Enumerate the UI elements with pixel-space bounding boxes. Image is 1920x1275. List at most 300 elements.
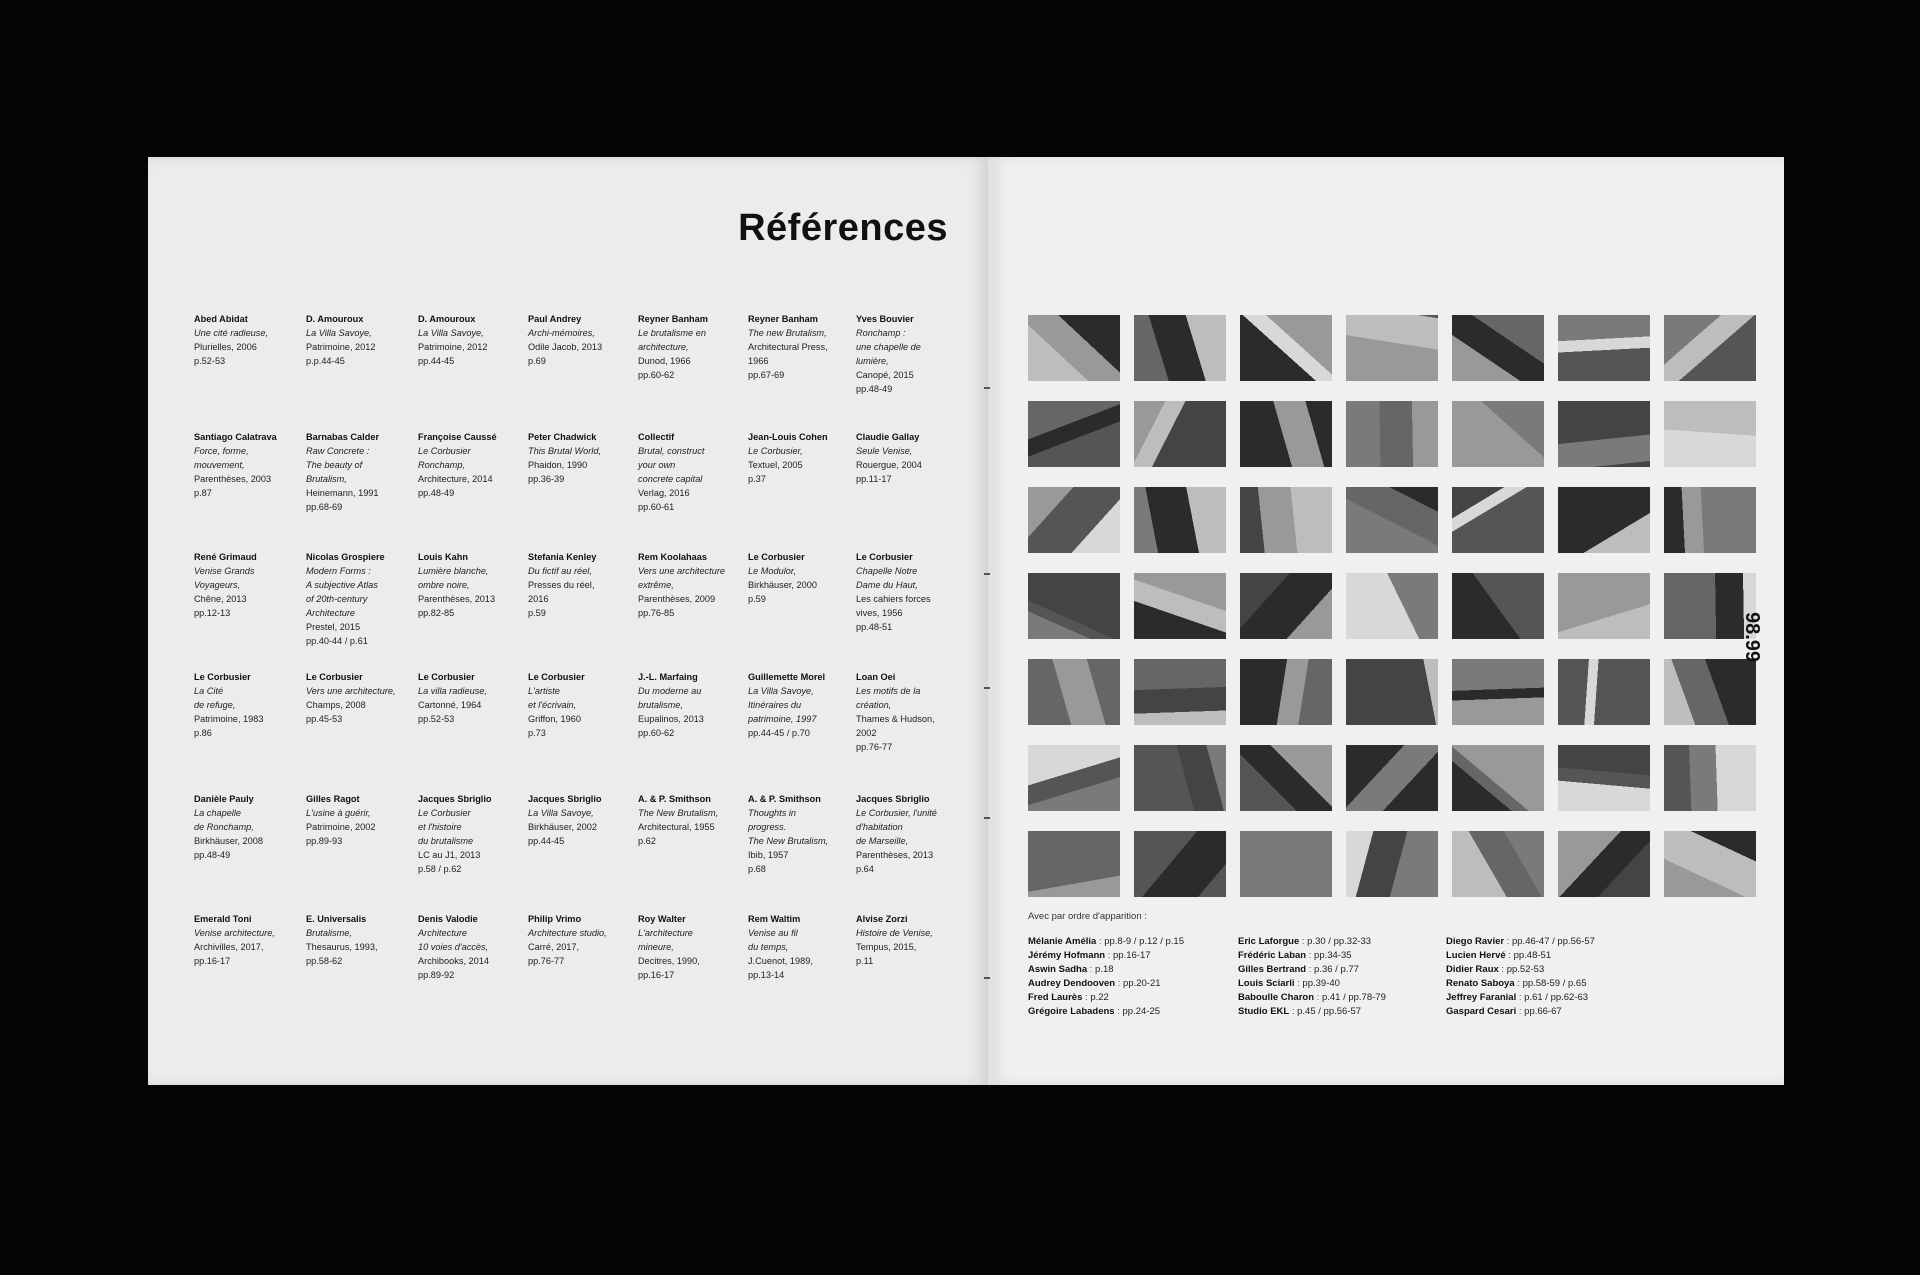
reference-author: Loan Oei	[856, 672, 896, 682]
reference-author: Le Corbusier	[306, 672, 363, 682]
credit-line	[1238, 935, 1478, 949]
architecture-photo	[1558, 831, 1650, 897]
reference-entry	[418, 792, 522, 876]
reference-author: A. & P. Smithson	[638, 794, 711, 804]
reference-author: J.-L. Marfaing	[638, 672, 698, 682]
architecture-photo	[1664, 659, 1756, 725]
reference-entry	[856, 550, 960, 634]
credit-line	[1446, 977, 1686, 991]
reference-publication: Cartonné, 1964 pp.52-53	[418, 700, 482, 724]
credit-pages: pp.16-17	[1113, 950, 1151, 961]
reference-title: Le Corbusier,	[748, 446, 803, 456]
reference-title: La Villa Savoye,	[418, 328, 484, 338]
photographer-name: Studio EKL	[1238, 1006, 1290, 1017]
reference-entry	[856, 912, 960, 968]
reference-publication: LC au J1, 2013 p.58 / p.62	[418, 850, 481, 874]
reference-entry	[306, 670, 410, 726]
reference-publication: Rouergue, 2004 pp.11-17	[856, 460, 922, 484]
right-page	[990, 157, 1784, 1085]
reference-publication: Presses du réel, 2016 p.59	[528, 580, 595, 618]
reference-title: Force, forme, mouvement,	[194, 446, 249, 470]
credit-line	[1446, 1005, 1686, 1019]
reference-publication: Birkhäuser, 2002 pp.44-45	[528, 822, 597, 846]
photographer-name: Mélanie Amélia	[1028, 936, 1097, 947]
architecture-photo	[1240, 659, 1332, 725]
architecture-photo	[1346, 573, 1438, 639]
reference-entry	[748, 312, 852, 382]
reference-publication: Architecture, 2014 pp.48-49	[418, 474, 493, 498]
reference-title: Thoughts in progress. The New Brutalism,	[748, 808, 829, 846]
credits-column	[1238, 935, 1478, 1019]
reference-title: Brutalisme,	[306, 928, 352, 938]
reference-author: Nicolas Grospiere	[306, 552, 385, 562]
reference-entry	[194, 312, 298, 368]
credit-line	[1028, 949, 1268, 963]
architecture-photo	[1346, 659, 1438, 725]
reference-publication: Architectural Press, 1966 pp.67-69	[748, 342, 828, 380]
reference-title: Venise au fil du temps,	[748, 928, 798, 952]
page-title: Références	[738, 207, 948, 249]
reference-title: Raw Concrete : The beauty of Brutalism,	[306, 446, 370, 484]
architecture-photo	[1346, 831, 1438, 897]
reference-entry	[748, 670, 852, 740]
reference-entry	[418, 670, 522, 726]
architecture-photo	[1452, 401, 1544, 467]
reference-title: Lumière blanche, ombre noire,	[418, 566, 489, 590]
credit-separator: :	[1498, 964, 1507, 975]
credit-pages: pp.20-21	[1123, 978, 1161, 989]
credit-line	[1028, 991, 1268, 1005]
reference-title: La Villa Savoye,	[528, 808, 594, 818]
reference-title: Du fictif au réel,	[528, 566, 592, 576]
reference-publication: Chêne, 2013 pp.12-13	[194, 594, 247, 618]
credit-pages: pp.46-47 / pp.56-57	[1512, 936, 1595, 947]
architecture-photo	[1134, 487, 1226, 553]
reference-author: A. & P. Smithson	[748, 794, 821, 804]
architecture-photo	[1452, 315, 1544, 381]
reference-entry	[528, 792, 632, 848]
photographer-name: Fred Laurès	[1028, 992, 1083, 1003]
reference-author: Roy Walter	[638, 914, 686, 924]
reference-author: Peter Chadwick	[528, 432, 597, 442]
reference-publication: Birkhäuser, 2008 pp.48-49	[194, 836, 263, 860]
reference-title: The new Brutalism,	[748, 328, 827, 338]
reference-title: Le Corbusier, l'unité d'habitation de Marseille,	[856, 808, 937, 846]
credit-line	[1446, 991, 1686, 1005]
reference-entry	[528, 550, 632, 620]
reference-entry	[856, 430, 960, 486]
architecture-photo	[1134, 745, 1226, 811]
credit-separator: :	[1115, 978, 1124, 989]
reference-author: E. Universalis	[306, 914, 367, 924]
architecture-photo	[1558, 745, 1650, 811]
reference-title: Les motifs de la création,	[856, 686, 921, 710]
photographer-name: Audrey Dendooven	[1028, 978, 1116, 989]
architecture-photo	[1240, 401, 1332, 467]
reference-entry	[528, 430, 632, 486]
photographer-name: Frédéric Laban	[1238, 950, 1307, 961]
reference-publication: Ibib, 1957 p.68	[748, 850, 789, 874]
reference-author: Danièle Pauly	[194, 794, 254, 804]
credits-intro: Avec par ordre d'apparition :	[1028, 911, 1147, 922]
reference-title: This Brutal World,	[528, 446, 602, 456]
credit-pages: pp.66-67	[1524, 1006, 1562, 1017]
reference-title: La villa radieuse,	[418, 686, 487, 696]
architecture-photo	[1558, 401, 1650, 467]
credit-line	[1238, 1005, 1478, 1019]
photographer-name: Eric Laforgue	[1238, 936, 1300, 947]
reference-author: Jean-Louis Cohen	[748, 432, 828, 442]
photographer-name: Aswin Sadha	[1028, 964, 1088, 975]
reference-author: Philip Vrimo	[528, 914, 582, 924]
reference-author: D. Amouroux	[306, 314, 364, 324]
credit-line	[1028, 977, 1268, 991]
photographer-name: Lucien Hervé	[1446, 950, 1506, 961]
reference-title: Une cité radieuse,	[194, 328, 269, 338]
reference-publication: Odile Jacob, 2013 p.69	[528, 342, 603, 366]
credit-separator: :	[1087, 964, 1096, 975]
reference-author: Rem Waltim	[748, 914, 801, 924]
reference-title: La Villa Savoye,	[306, 328, 372, 338]
credit-line	[1446, 949, 1686, 963]
architecture-photo	[1558, 659, 1650, 725]
reference-entry	[528, 912, 632, 968]
reference-publication: Les cahiers forces vives, 1956 pp.48-51	[856, 594, 931, 632]
reference-title: Architecture studio,	[528, 928, 607, 938]
reference-publication: Eupalinos, 2013 pp.60-62	[638, 714, 704, 738]
reference-entry	[306, 430, 410, 514]
credit-separator: :	[1306, 950, 1315, 961]
book-spread	[148, 157, 1784, 1087]
reference-author: Paul Andrey	[528, 314, 582, 324]
photographer-name: Gaspard Cesari	[1446, 1006, 1517, 1017]
credit-pages: p.30 / pp.32-33	[1307, 936, 1372, 947]
credit-separator: :	[1516, 992, 1525, 1003]
reference-publication: Canopé, 2015 pp.48-49	[856, 370, 914, 394]
reference-title: Vers une architecture,	[306, 686, 396, 696]
credit-pages: p.36 / p.77	[1314, 964, 1359, 975]
architecture-photo	[1240, 831, 1332, 897]
reference-entry	[748, 430, 852, 486]
architecture-photo	[1558, 315, 1650, 381]
reference-publication: Parenthèses, 2009 pp.76-85	[638, 594, 716, 618]
credit-separator: :	[1516, 1006, 1525, 1017]
reference-publication: Parenthèses, 2013 pp.82-85	[418, 594, 496, 618]
reference-entry	[748, 792, 852, 876]
reference-entry	[194, 912, 298, 968]
reference-publication: Patrimoine, 2012 p.p.44-45	[306, 342, 376, 366]
reference-entry	[638, 550, 742, 620]
reference-title: Archi-mémoires,	[528, 328, 595, 338]
reference-author: Le Corbusier	[748, 552, 805, 562]
photographer-name: Renato Saboya	[1446, 978, 1515, 989]
reference-entry	[638, 792, 742, 848]
reference-entry	[306, 550, 410, 648]
photo-grid	[1028, 315, 1752, 895]
architecture-photo	[1240, 745, 1332, 811]
architecture-photo	[1240, 487, 1332, 553]
reference-author: Reyner Banham	[748, 314, 818, 324]
reference-author: Gilles Ragot	[306, 794, 360, 804]
reference-title: Venise Grands Voyageurs,	[194, 566, 255, 590]
credits-column	[1028, 935, 1268, 1019]
credit-line	[1028, 963, 1268, 977]
reference-publication: Archibooks, 2014 pp.89-92	[418, 956, 489, 980]
reference-entry	[306, 912, 410, 968]
reference-entry	[194, 430, 298, 500]
credit-separator: :	[1082, 992, 1091, 1003]
reference-author: D. Amouroux	[418, 314, 476, 324]
credit-line	[1446, 963, 1686, 977]
reference-publication: Champs, 2008 pp.45-53	[306, 700, 366, 724]
reference-title: La Villa Savoye, Itinéraires du patrimoine, 1997	[748, 686, 817, 724]
architecture-photo	[1558, 487, 1650, 553]
architecture-photo	[1452, 745, 1544, 811]
reference-author: Le Corbusier	[528, 672, 585, 682]
reference-entry	[748, 912, 852, 982]
reference-entry	[194, 550, 298, 620]
reference-publication: Phaidon, 1990 pp.36-39	[528, 460, 588, 484]
photographer-name: Jérémy Hofmann	[1028, 950, 1106, 961]
credit-pages: pp.52-53	[1506, 964, 1545, 975]
credit-separator: :	[1306, 964, 1315, 975]
architecture-photo	[1028, 659, 1120, 725]
reference-title: Ronchamp : une chapelle de lumière,	[856, 328, 921, 366]
credit-separator: :	[1505, 950, 1514, 961]
architecture-photo	[1664, 831, 1756, 897]
reference-publication: Parenthèses, 2003 p.87	[194, 474, 272, 498]
architecture-photo	[1134, 401, 1226, 467]
reference-publication: Verlag, 2016 pp.60-61	[638, 488, 690, 512]
reference-publication: Tempus, 2015, p.11	[856, 942, 917, 966]
reference-title: Du moderne au brutalisme,	[638, 686, 702, 710]
reference-publication: Heinemann, 1991 pp.68-69	[306, 488, 379, 512]
reference-author: Françoise Caussé	[418, 432, 497, 442]
reference-publication: Plurielles, 2006 p.52-53	[194, 342, 257, 366]
reference-publication: J.Cuenot, 1989, pp.13-14	[748, 956, 813, 980]
photo-credits	[1028, 911, 1768, 1041]
credit-pages: p.61 / pp.62-63	[1524, 992, 1589, 1003]
architecture-photo	[1664, 487, 1756, 553]
page-number: 98.99	[1741, 612, 1763, 663]
reference-title: Vers une architecture extrême,	[638, 566, 725, 590]
architecture-photo	[1664, 315, 1756, 381]
reference-author: Jacques Sbriglio	[418, 794, 492, 804]
reference-title: Brutal, construct your own concrete capital	[638, 446, 705, 484]
reference-author: Reyner Banham	[638, 314, 708, 324]
reference-title: Le brutalisme en architecture,	[638, 328, 706, 352]
reference-author: Le Corbusier	[856, 552, 913, 562]
reference-title: L'usine à guérir,	[306, 808, 371, 818]
architecture-photo	[1452, 573, 1544, 639]
reference-publication: Griffon, 1960 p.73	[528, 714, 581, 738]
architecture-photo	[1346, 745, 1438, 811]
reference-publication: Parenthèses, 2013 p.64	[856, 850, 934, 874]
architecture-photo	[1240, 573, 1332, 639]
reference-author: Yves Bouvier	[856, 314, 914, 324]
reference-author: Claudie Gallay	[856, 432, 920, 442]
architecture-photo	[1028, 745, 1120, 811]
reference-publication: Thesaurus, 1993, pp.58-62	[306, 942, 378, 966]
reference-entry	[638, 912, 742, 982]
architecture-photo	[1028, 487, 1120, 553]
reference-entry	[638, 430, 742, 514]
credit-separator: :	[1096, 936, 1105, 947]
reference-entry	[638, 670, 742, 740]
credits-column	[1446, 935, 1686, 1019]
credit-pages: p.18	[1095, 964, 1114, 975]
reference-publication: Decitres, 1990, pp.16-17	[638, 956, 700, 980]
reference-entry	[418, 912, 522, 982]
reference-title: Venise architecture,	[194, 928, 275, 938]
architecture-photo	[1346, 487, 1438, 553]
reference-author: Jacques Sbriglio	[528, 794, 602, 804]
reference-title: La chapelle de Ronchamp,	[194, 808, 254, 832]
reference-author: Denis Valodie	[418, 914, 478, 924]
photographer-name: Grégoire Labadens	[1028, 1006, 1115, 1017]
reference-author: Le Corbusier	[418, 672, 475, 682]
credit-pages: p.45 / pp.56-57	[1297, 1006, 1362, 1017]
reference-title: The New Brutalism,	[638, 808, 719, 818]
reference-entry	[528, 670, 632, 740]
credit-pages: p.41 / pp.78-79	[1321, 992, 1386, 1003]
architecture-photo	[1346, 315, 1438, 381]
reference-entry	[638, 312, 742, 382]
photographer-name: Didier Raux	[1446, 964, 1499, 975]
credit-pages: pp.58-59 / p.65	[1522, 978, 1587, 989]
reference-entry	[856, 792, 960, 876]
credit-line	[1028, 935, 1268, 949]
architecture-photo	[1134, 831, 1226, 897]
reference-author: Emerald Toni	[194, 914, 252, 924]
architecture-photo	[1028, 315, 1120, 381]
credit-line	[1446, 935, 1686, 949]
credit-separator: :	[1504, 936, 1512, 947]
reference-publication: Thames & Hudson, 2002 pp.76-77	[856, 714, 935, 752]
photographer-name: Baboulle Charon	[1238, 992, 1315, 1003]
reference-author: René Grimaud	[194, 552, 257, 562]
reference-publication: Textuel, 2005 p.37	[748, 460, 803, 484]
reference-author: Louis Kahn	[418, 552, 469, 562]
reference-entry	[528, 312, 632, 368]
reference-author: Le Corbusier	[194, 672, 251, 682]
architecture-photo	[1346, 401, 1438, 467]
reference-author: Santiago Calatrava	[194, 432, 277, 442]
credit-line	[1028, 1005, 1268, 1019]
credit-separator: :	[1289, 1006, 1298, 1017]
reference-entry	[748, 550, 852, 606]
credit-pages: pp.34-35	[1314, 950, 1352, 961]
reference-publication: Patrimoine, 1983 p.86	[194, 714, 264, 738]
reference-title: L'architecture mineure,	[638, 928, 693, 952]
reference-publication: Birkhäuser, 2000 p.59	[748, 580, 817, 604]
reference-entry	[418, 312, 522, 368]
reference-title: L'artiste et l'écrivain,	[528, 686, 577, 710]
credit-separator: :	[1514, 978, 1523, 989]
references-grid	[194, 312, 954, 1032]
reference-entry	[418, 430, 522, 500]
architecture-photo	[1028, 401, 1120, 467]
reference-title: Le Modulor,	[748, 566, 797, 576]
reference-publication: Architectural, 1955 p.62	[638, 822, 715, 846]
photographer-name: Gilles Bertrand	[1238, 964, 1307, 975]
credit-separator: :	[1105, 950, 1114, 961]
architecture-photo	[1028, 831, 1120, 897]
reference-author: Guillemette Morel	[748, 672, 826, 682]
credit-line	[1238, 977, 1478, 991]
reference-entry	[856, 670, 960, 754]
reference-publication: Dunod, 1966 pp.60-62	[638, 356, 691, 380]
credit-separator: :	[1299, 936, 1308, 947]
credit-line	[1238, 949, 1478, 963]
reference-entry	[856, 312, 960, 396]
reference-publication: Archivilles, 2017, pp.16-17	[194, 942, 264, 966]
credit-pages: p.22	[1090, 992, 1109, 1003]
reference-title: Architecture 10 voies d'accès,	[418, 928, 489, 952]
reference-publication: pp.44-45 / p.70	[748, 728, 810, 738]
reference-author: Alvise Zorzi	[856, 914, 908, 924]
reference-entry	[194, 670, 298, 740]
reference-title: Seule Venise,	[856, 446, 913, 456]
architecture-photo	[1558, 573, 1650, 639]
reference-author: Abed Abidat	[194, 314, 248, 324]
reference-entry	[306, 792, 410, 848]
photographer-name: Louis Sciarli	[1238, 978, 1295, 989]
credit-pages: pp.39-40	[1302, 978, 1340, 989]
credit-line	[1238, 963, 1478, 977]
architecture-photo	[1134, 659, 1226, 725]
reference-title: La Cité de refuge,	[194, 686, 236, 710]
photographer-name: Diego Ravier	[1446, 936, 1505, 947]
credit-separator: :	[1114, 1006, 1123, 1017]
reference-author: Collectif	[638, 432, 675, 442]
reference-title: Le Corbusier et l'histoire du brutalisme	[418, 808, 474, 846]
reference-entry	[194, 792, 298, 862]
architecture-photo	[1240, 315, 1332, 381]
reference-publication: Patrimoine, 2002 pp.89-93	[306, 822, 376, 846]
reference-title: Chapelle Notre Dame du Haut,	[856, 566, 918, 590]
architecture-photo	[1664, 745, 1756, 811]
reference-title: Histoire de Venise,	[856, 928, 933, 938]
architecture-photo	[1134, 315, 1226, 381]
credit-pages: pp.48-51	[1513, 950, 1552, 961]
reference-entry	[418, 550, 522, 620]
architecture-photo	[1452, 487, 1544, 553]
architecture-photo	[1028, 573, 1120, 639]
credit-separator: :	[1314, 992, 1322, 1003]
architecture-photo	[1134, 573, 1226, 639]
photographer-name: Jeffrey Faranial	[1446, 992, 1517, 1003]
left-page	[148, 157, 988, 1085]
reference-title: Modern Forms : A subjective Atlas of 20th-century Architecture	[306, 566, 378, 618]
reference-author: Rem Koolahaas	[638, 552, 707, 562]
architecture-photo	[1452, 831, 1544, 897]
architecture-photo	[1452, 659, 1544, 725]
credit-line	[1238, 991, 1478, 1005]
credit-pages: pp.24-25	[1122, 1006, 1161, 1017]
reference-author: Barnabas Calder	[306, 432, 380, 442]
reference-title: Le Corbusier Ronchamp,	[418, 446, 471, 470]
reference-author: Stefania Kenley	[528, 552, 597, 562]
reference-publication: Carré, 2017, pp.76-77	[528, 942, 580, 966]
reference-author: Jacques Sbriglio	[856, 794, 930, 804]
reference-entry	[306, 312, 410, 368]
reference-publication: Prestel, 2015 pp.40-44 / p.61	[306, 622, 368, 646]
reference-publication: Patrimoine, 2012 pp.44-45	[418, 342, 488, 366]
architecture-photo	[1664, 401, 1756, 467]
credit-pages: pp.8-9 / p.12 / p.15	[1104, 936, 1184, 947]
credit-separator: :	[1294, 978, 1303, 989]
